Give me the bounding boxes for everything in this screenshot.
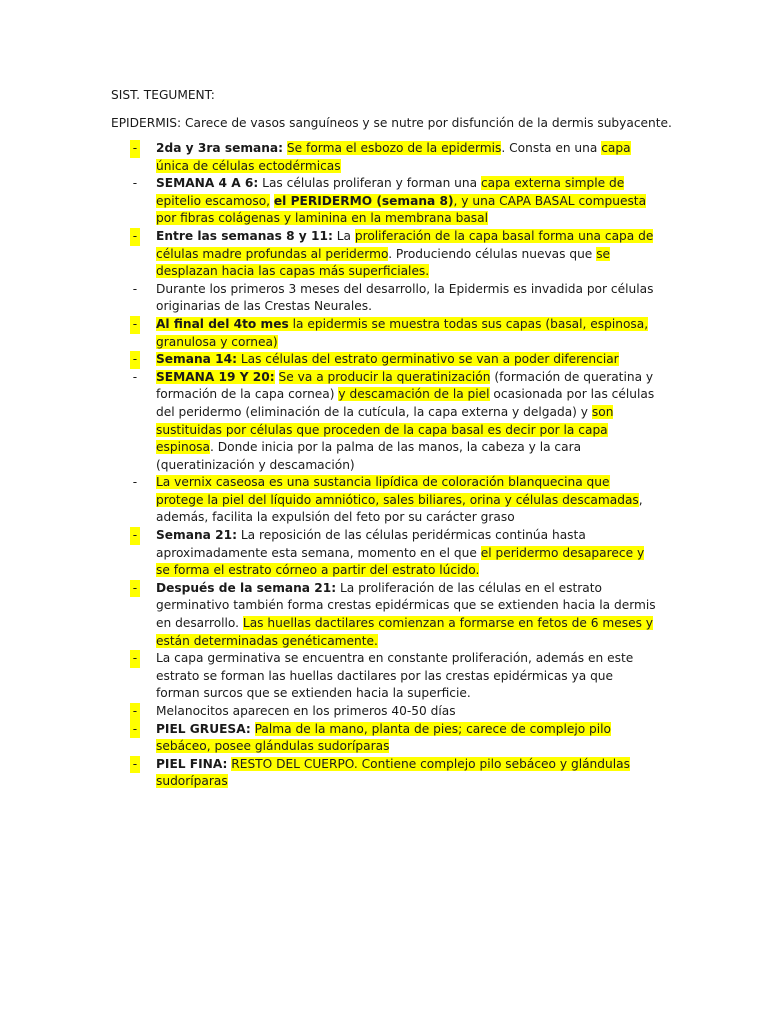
highlighted-text: Palma de la mano, planta de pies; carece de complejo pilo sebáceo, posee glándulas sudoríparas (156, 721, 612, 754)
highlighted-text: Se forma el esbozo de la epidermis (286, 141, 502, 155)
highlighted-text: y descamación de la piel (338, 387, 490, 402)
list-item (111, 281, 659, 316)
highlighted-text: capa externa simple de epitelio escamoso, (156, 176, 625, 208)
bullet-dash: - (132, 369, 138, 384)
bullet-dash: - (130, 721, 140, 739)
highlighted-text: RESTO DEL CUERPO. Contiene complejo pilo sebáceo y glándulas sudoríparas (156, 756, 630, 789)
highlighted-text: , y una CAPA BASAL compuesta por fibras colágenas y laminina en la membrana basal (156, 193, 647, 226)
intro-paragraph: EPIDERMIS: Carece de vasos sanguíneos y se nutre por disfunción de la dermis subyacente. (111, 116, 672, 130)
bullet-dash: - (130, 650, 140, 668)
document-page (111, 86, 672, 791)
list-item (111, 175, 659, 228)
bullet-dash: - (130, 140, 140, 158)
item-text: La capa germinativa se encuentra en constante proliferación, además en este estrato se forman las huellas dactilares por las crestas epidérmicas ya que forman surcos que se extienden hacia la superficie. (156, 651, 634, 701)
highlighted-text: SEMANA 19 Y 20: (156, 369, 275, 384)
highlighted-text: Al final del 4to mes (156, 316, 289, 331)
item-text: Durante los primeros 3 meses del desarrollo, la Epidermis es invadida por células originarias de las Crestas Neurales. (156, 281, 654, 314)
highlighted-text: Las huellas dactilares comienzan a formarse en fetos de 6 meses y están determinadas genéticamente. (156, 616, 653, 648)
list-item (111, 351, 659, 369)
list-item (111, 369, 659, 475)
highlighted-text: Semana 14: (156, 352, 237, 367)
bullet-dash: - (132, 176, 138, 191)
bullet-dash: - (130, 756, 140, 774)
bullet-dash: - (130, 351, 140, 369)
bullet-dash: - (130, 316, 140, 334)
item-text: PIEL FINA: (156, 756, 228, 771)
item-text: PIEL GRUESA: (156, 721, 251, 736)
bullet-dash: - (132, 475, 138, 490)
item-text: . Donde inicia por la palma de las manos, la cabeza y la cara (queratinización y descamación) (156, 440, 582, 472)
highlighted-text: Se va a producir la queratinización (278, 369, 491, 384)
item-text: Melanocitos aparecen en los primeros 40-50 días (156, 704, 456, 718)
item-text (275, 370, 279, 384)
item-text: La (332, 228, 355, 243)
highlighted-text: el PERIDERMO (semana 8) (273, 193, 454, 208)
list-item (111, 650, 659, 703)
item-text: SEMANA 4 A 6: (156, 176, 259, 191)
highlighted-text: son sustituidas por células que proceden de la capa basal es decir por la capa espinosa (156, 404, 614, 455)
list-item (111, 316, 659, 351)
item-text: La proliferación de las células en el estrato germinativo también forma crestas epidérmicas que se extienden hacia la dermis en desarrollo. (156, 580, 656, 631)
item-text: Semana 21: (156, 528, 237, 543)
highlighted-text: se desplazan hacia las capas más superficiales. (156, 246, 611, 279)
item-text: ocasionada por las células del peridermo (eliminación de la cutícula, la capa externa y delgada) y (156, 387, 655, 419)
list-item (111, 580, 659, 650)
highlighted-text: capa única de células ectodérmicas (156, 141, 631, 173)
list-item (111, 228, 659, 281)
list-item (111, 140, 659, 175)
item-text: Después de la semana 21: (156, 580, 337, 595)
item-text: 2da y 3ra semana: (156, 141, 284, 155)
highlighted-text: la epidermis se muestra todas sus capas (basal, espinosa, granulosa y cornea) (156, 316, 649, 349)
list-item (111, 721, 659, 756)
document-title: SIST. TEGUMENT: (111, 88, 215, 102)
bullet-dash: - (132, 281, 138, 296)
item-text: . Produciendo células nuevas que (388, 246, 597, 261)
bullet-dash: - (130, 527, 140, 545)
item-text: Las células proliferan y forman una (258, 176, 481, 191)
highlighted-text: el peridermo desaparece y se forma el estrato córneo a partir del estrato lúcido. (156, 545, 645, 578)
item-text: , además, facilita la expulsión del feto por su carácter graso (156, 492, 643, 525)
list-item (111, 703, 659, 721)
item-text: (formación de queratina y formación de la capa cornea) (156, 369, 654, 402)
bullet-dash: - (130, 703, 140, 721)
item-text: . Consta en una (501, 141, 602, 155)
highlighted-text: proliferación de la capa basal forma una capa de células madre profundas al peridermo (156, 228, 654, 261)
list-item (111, 756, 659, 791)
highlighted-text: Las células del estrato germinativo se van a poder diferenciar (236, 352, 619, 367)
highlighted-text: La vernix caseosa es una sustancia lipídica de coloración blanquecina que protege la piel del líquido amniótico, sales biliares, orina y células descamadas (156, 475, 639, 507)
list-item (111, 474, 659, 527)
item-text: La reposición de las células peridérmicas continúa hasta aproximadamente esta semana, momento en el que (156, 528, 586, 560)
item-text: Entre las semanas 8 y 11: (156, 228, 333, 243)
bullet-dash: - (130, 580, 140, 598)
bullet-dash: - (130, 228, 140, 246)
bullet-list (111, 140, 659, 791)
list-item (111, 527, 659, 580)
